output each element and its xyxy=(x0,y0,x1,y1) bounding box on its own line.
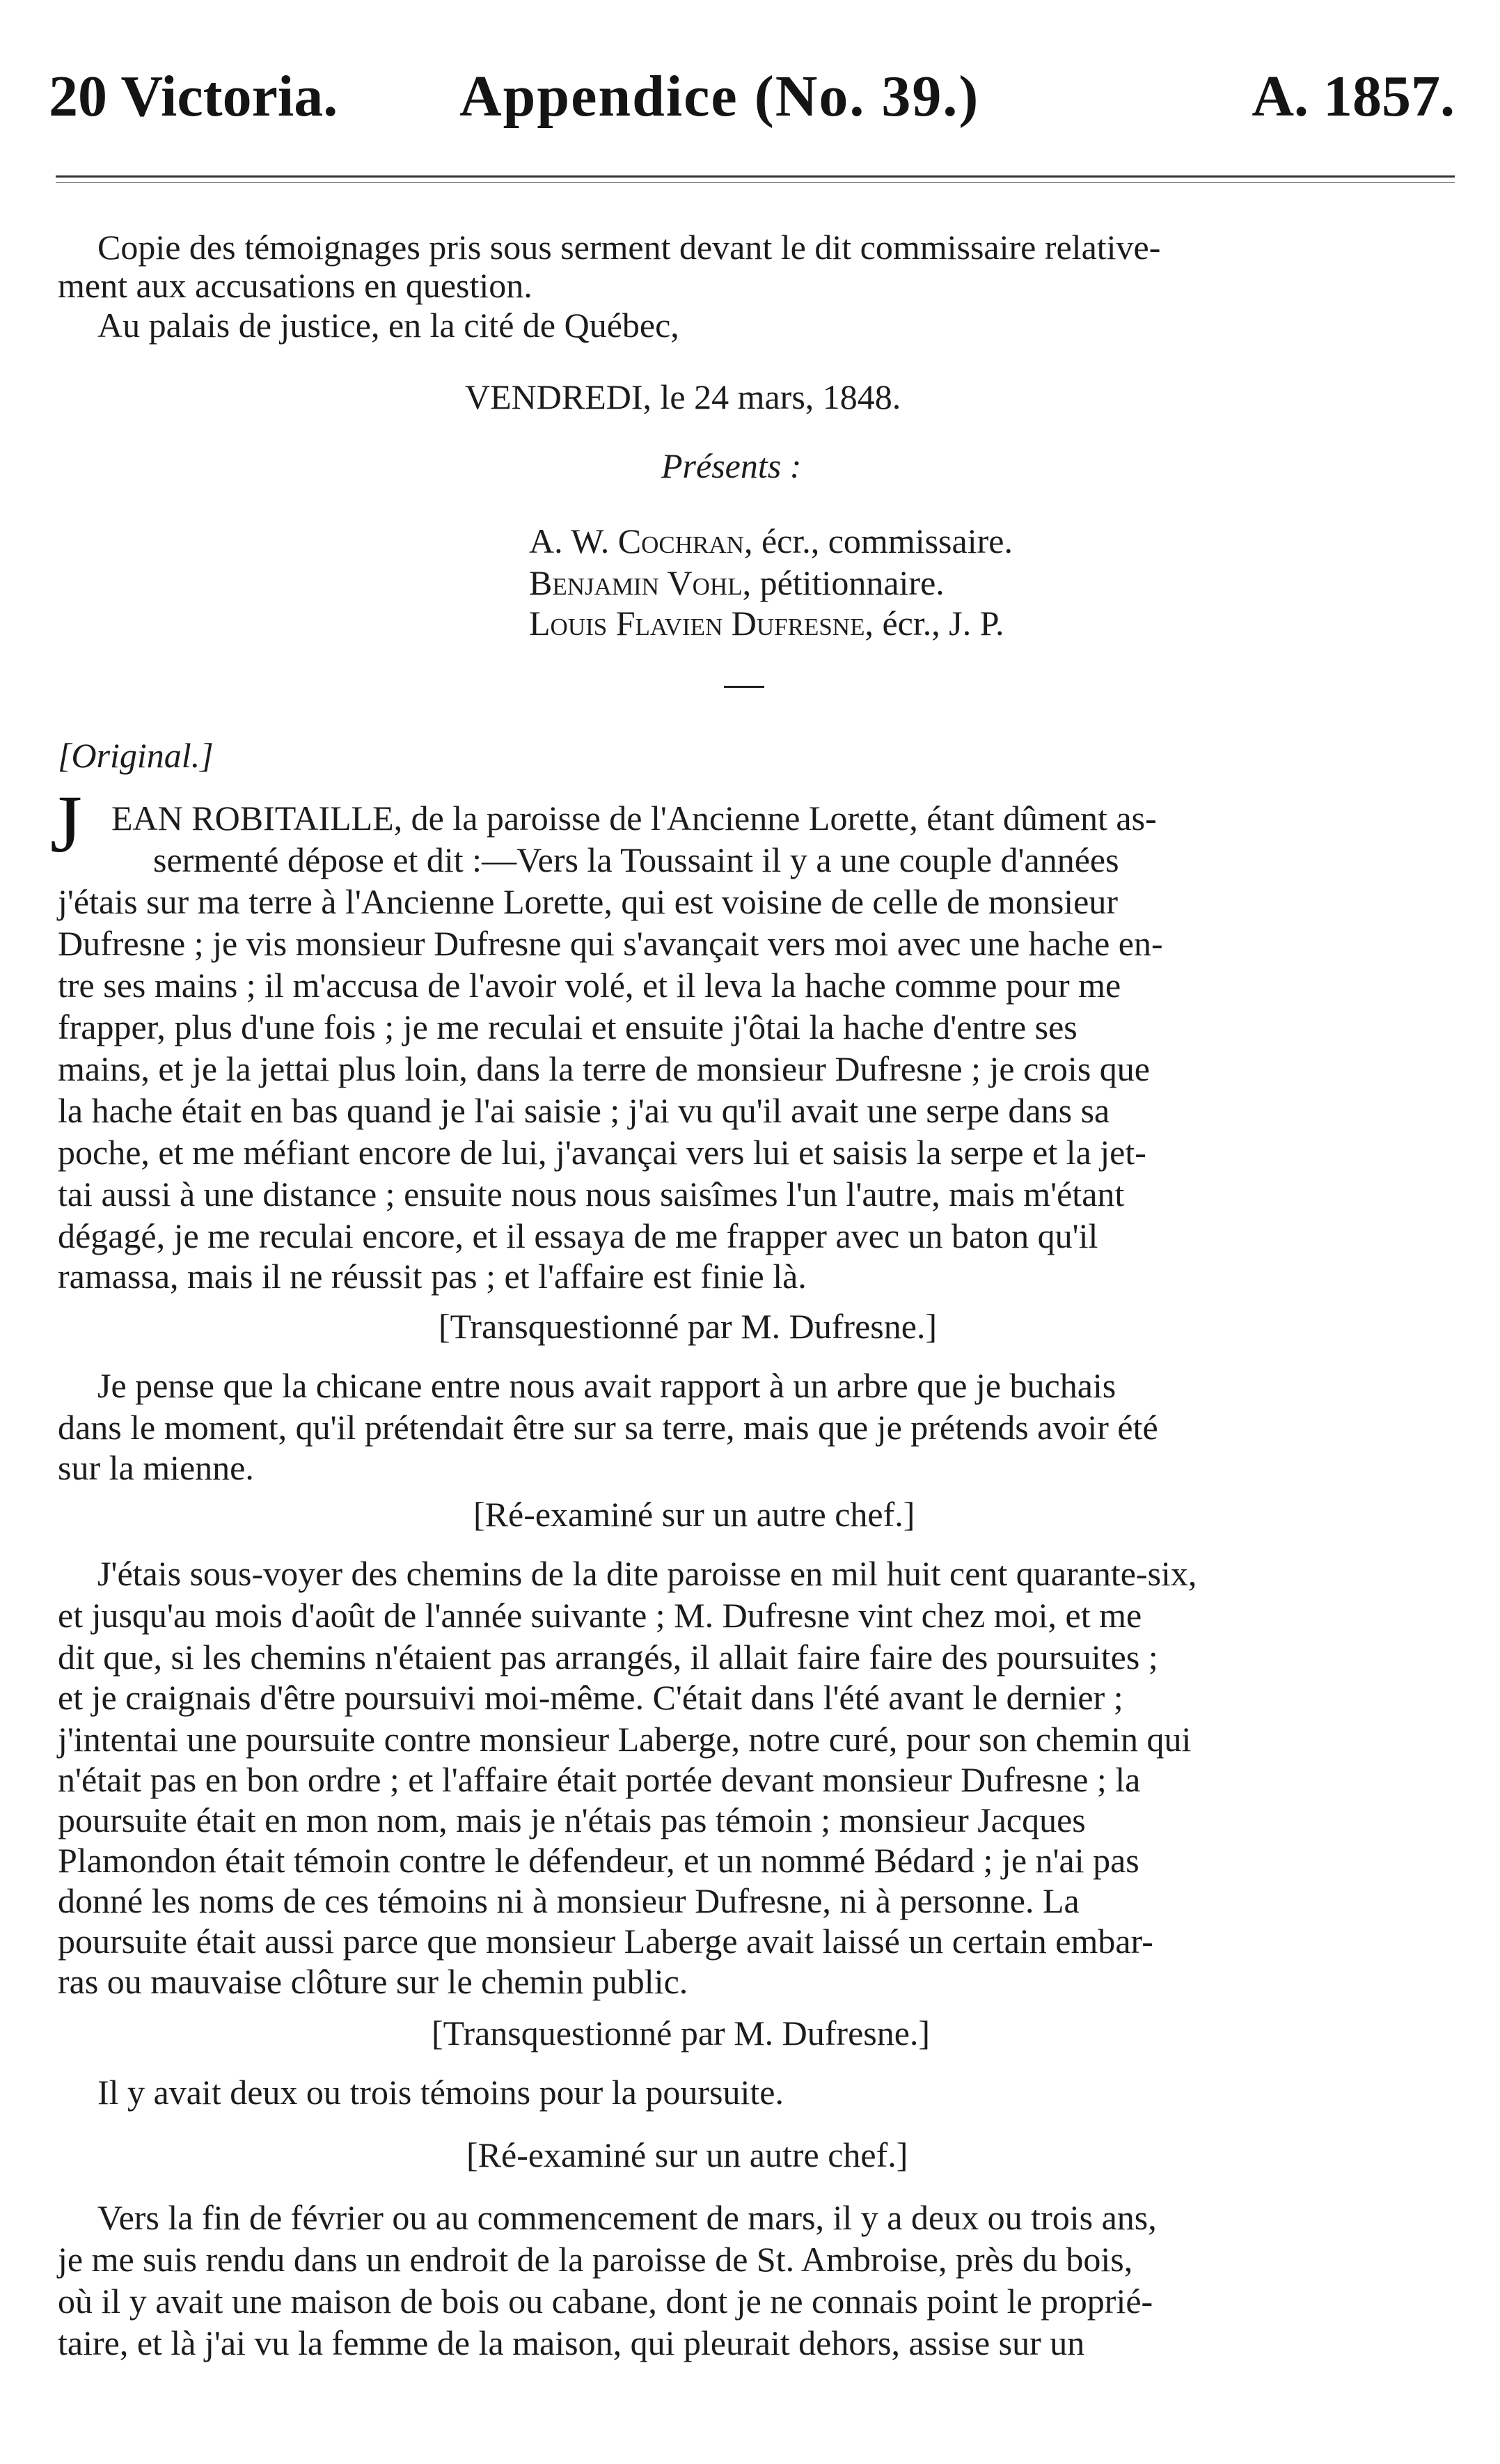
testimony-line: J'étais sous-voyer des chemins de la dite paroisse en mil huit cent quarante-six, xyxy=(97,1554,1197,1593)
testimony-line: je me suis rendu dans un endroit de la paroisse de St. Ambroise, près du bois, xyxy=(58,2240,1133,2279)
attendee-role: pétitionnaire. xyxy=(759,563,945,602)
deposition-line: Dufresne ; je vis monsieur Dufresne qui s'avançait vers moi avec une hache en- xyxy=(58,924,1163,963)
intro-line-2: ment aux accusations en question. xyxy=(58,266,532,305)
attendee-role: écr., commissaire. xyxy=(761,521,1013,560)
testimony-line: et je craignais d'être poursuivi moi-même. C'était dans l'été avant le dernier ; xyxy=(58,1678,1123,1717)
attendee-petitioner xyxy=(529,565,945,600)
deposition-line: ramassa, mais il ne réussit pas ; et l'affaire est finie là. xyxy=(58,1257,807,1296)
testimony-line: Plamondon était témoin contre le défendeur, et un nommé Bédard ; je n'ai pas xyxy=(58,1841,1139,1880)
attendee-name: Louis Flavien Dufresne, xyxy=(529,604,874,643)
deposition-line: tai aussi à une distance ; ensuite nous nous saisîmes l'un l'autre, mais m'étant xyxy=(58,1175,1125,1214)
section-heading-cross-examination: [Transquestionné par M. Dufresne.] xyxy=(432,2014,931,2053)
testimony-line: poursuite était aussi parce que monsieur Laberge avait laissé un certain embar- xyxy=(58,1922,1153,1961)
header-appendix: Appendice (No. 39.) xyxy=(459,64,980,129)
header-session: 20 Victoria. xyxy=(49,64,338,129)
deposition-line: poche, et me méfiant encore de lui, j'avançai vers lui et saisis la serpe et la jet- xyxy=(58,1133,1146,1172)
session-date: VENDREDI, le 24 mars, 1848. xyxy=(465,377,901,416)
section-heading-re-examination: [Ré-examiné sur un autre chef.] xyxy=(466,2135,908,2174)
testimony-line: sur la mienne. xyxy=(58,1448,254,1487)
attendee-name: A. W. Cochran, xyxy=(529,521,753,560)
testimony-line: donné les noms de ces témoins ni à monsieur Dufresne, ni à personne. La xyxy=(58,1881,1080,1920)
deposition-line: la hache était en bas quand je l'ai saisie ; j'ai vu qu'il avait une serpe dans sa xyxy=(58,1091,1110,1130)
testimony-line: poursuite était en mon nom, mais je n'étais pas témoin ; monsieur Jacques xyxy=(58,1800,1086,1839)
testimony-line: ras ou mauvaise clôture sur le chemin public. xyxy=(58,1962,688,2001)
header-rule xyxy=(56,175,1455,178)
attendee-role: écr., J. P. xyxy=(882,604,1004,643)
deposition-line: sermenté dépose et dit :—Vers la Toussaint il y a une couple d'années xyxy=(153,840,1119,879)
testimony-line: Il y avait deux ou trois témoins pour la poursuite. xyxy=(97,2073,784,2112)
attendee-name: Benjamin Vohl, xyxy=(529,563,752,602)
testimony-line: taire, et là j'ai vu la femme de la maison, qui pleurait dehors, assise sur un xyxy=(58,2323,1085,2362)
deposition-line: frapper, plus d'une fois ; je me reculai et ensuite j'ôtai la hache d'entre ses xyxy=(58,1007,1077,1046)
section-heading-re-examination: [Ré-examiné sur un autre chef.] xyxy=(473,1495,915,1534)
testimony-line: Je pense que la chicane entre nous avait rapport à un arbre que je buchais xyxy=(97,1366,1116,1405)
section-divider xyxy=(724,686,764,688)
testimony-line: dans le moment, qu'il prétendait être sur sa terre, mais que je prétends avoir été xyxy=(58,1408,1158,1447)
header-rule-thin xyxy=(56,182,1455,183)
intro-line-1: Copie des témoignages pris sous serment devant le dit commissaire relative- xyxy=(97,228,1161,267)
deposition-line: EAN ROBITAILLE, de la paroisse de l'Ancienne Lorette, étant dûment as- xyxy=(111,799,1157,838)
testimony-line: Vers la fin de février ou au commencement de mars, il y a deux ou trois ans, xyxy=(97,2198,1157,2237)
attendee-justice xyxy=(529,606,1004,641)
header-year: A. 1857. xyxy=(1252,64,1455,129)
testimony-line: dit que, si les chemins n'étaient pas arrangés, il allait faire faire des poursuites ; xyxy=(58,1638,1158,1677)
deposition-line: mains, et je la jettai plus loin, dans la terre de monsieur Dufresne ; je crois que xyxy=(58,1049,1150,1088)
testimony-line: où il y avait une maison de bois ou cabane, dont je ne connais point le proprié- xyxy=(58,2282,1153,2321)
original-label: [Original.] xyxy=(58,736,214,775)
attendee-commissioner xyxy=(529,521,1013,560)
deposition-line: j'étais sur ma terre à l'Ancienne Lorette, qui est voisine de celle de monsieur xyxy=(58,882,1119,921)
page-header xyxy=(49,63,1455,146)
testimony-line: et jusqu'au mois d'août de l'année suivante ; M. Dufresne vint chez moi, et me xyxy=(58,1596,1142,1635)
section-heading-cross-examination: [Transquestionné par M. Dufresne.] xyxy=(439,1307,938,1346)
testimony-line: j'intentai une poursuite contre monsieur Laberge, notre curé, pour son chemin qui xyxy=(58,1720,1192,1759)
drop-cap: J xyxy=(50,778,82,870)
presents-label: Présents : xyxy=(661,446,802,485)
deposition-line: tre ses mains ; il m'accusa de l'avoir volé, et il leva la hache comme pour me xyxy=(58,966,1121,1005)
intro-line-3: Au palais de justice, en la cité de Québec, xyxy=(97,306,679,345)
deposition-line: dégagé, je me reculai encore, et il essaya de me frapper avec un baton qu'il xyxy=(58,1216,1098,1255)
testimony-line: n'était pas en bon ordre ; et l'affaire était portée devant monsieur Dufresne ; la xyxy=(58,1760,1141,1799)
